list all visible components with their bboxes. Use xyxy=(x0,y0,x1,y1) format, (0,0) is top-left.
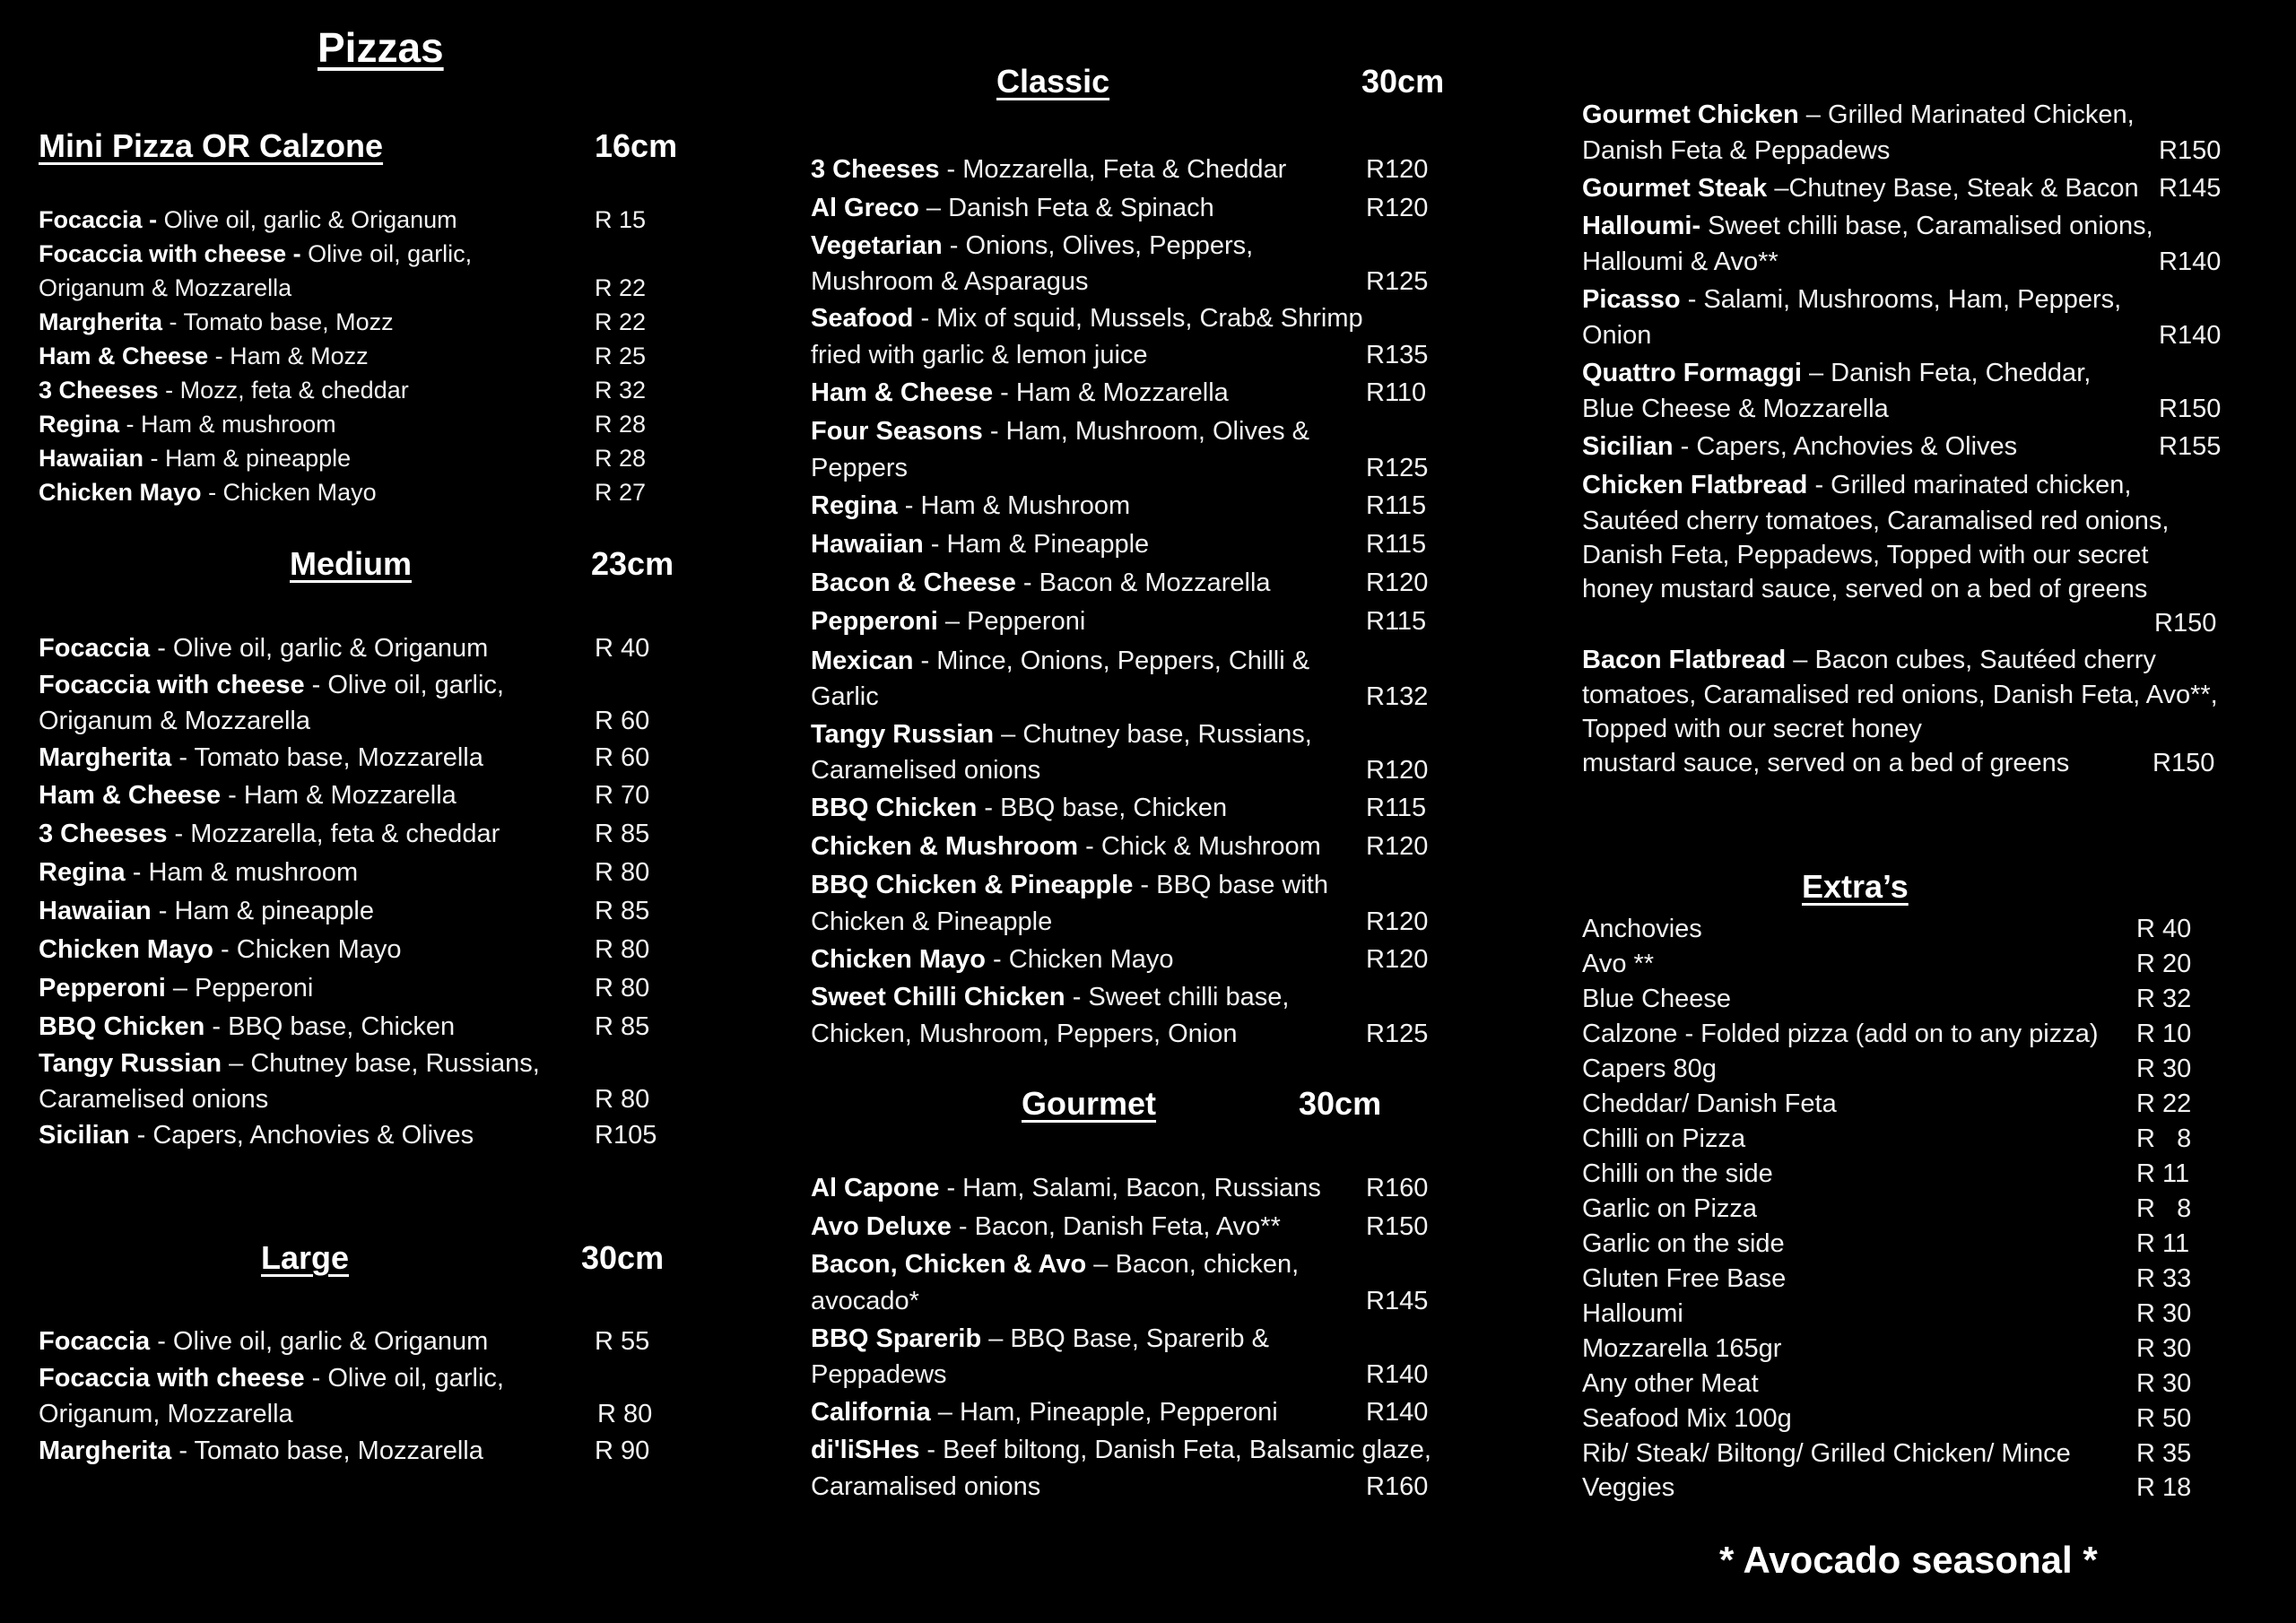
menu-item: BBQ Chicken & Pineapple - BBQ base with xyxy=(811,871,1328,899)
menu-item: BBQ Chicken - BBQ base, Chicken xyxy=(39,1012,456,1041)
menu-item-price: R 15 xyxy=(595,206,647,233)
extra-item-price: R 35 xyxy=(2136,1439,2192,1468)
extra-item-price: R 40 xyxy=(2136,915,2192,943)
menu-item-desc-cont: honey mustard sauce, served on a bed of greens xyxy=(1582,575,2148,603)
menu-item: Al Capone - Ham, Salami, Bacon, Russians xyxy=(811,1174,1321,1202)
extra-item-price: R 11 xyxy=(2136,1229,2190,1258)
menu-item-desc-cont: avocado* xyxy=(811,1287,919,1315)
extra-item: Chilli on the side xyxy=(1582,1159,1773,1188)
extra-item: Calzone - Folded pizza (add on to any pizza) xyxy=(1582,1020,2099,1048)
menu-item: California – Ham, Pineapple, Pepperoni xyxy=(811,1398,1278,1427)
menu-item-price: R 55 xyxy=(595,1327,650,1356)
menu-item: Al Greco – Danish Feta & Spinach xyxy=(811,194,1214,222)
extra-item: Garlic on Pizza xyxy=(1582,1194,1758,1223)
menu-item: Sicilian - Capers, Anchovies & Olives xyxy=(39,1121,474,1150)
menu-item-price: R120 xyxy=(1366,155,1429,184)
menu-item-price: R140 xyxy=(2159,321,2222,350)
menu-item-price: R 80 xyxy=(595,974,650,1002)
avocado-seasonal-note: * Avocado seasonal * xyxy=(1719,1539,2098,1581)
menu-item-desc-cont: Origanum & Mozzarella xyxy=(39,707,310,735)
menu-item: Chicken & Mushroom - Chick & Mushroom xyxy=(811,832,1321,861)
menu-item-price: R160 xyxy=(1366,1174,1429,1202)
menu-item-price: R150 xyxy=(2159,395,2222,423)
menu-item: Pepperoni – Pepperoni xyxy=(811,607,1086,636)
menu-item: Regina - Ham & Mushroom xyxy=(811,491,1131,520)
menu-item-price: R 80 xyxy=(595,1085,650,1114)
extra-item-price: R 11 xyxy=(2136,1159,2190,1188)
section-title-classic: Classic xyxy=(996,63,1110,100)
extra-item-price: R 33 xyxy=(2136,1264,2192,1293)
extra-item-price: R 30 xyxy=(2136,1299,2192,1328)
menu-item-price: R105 xyxy=(595,1121,657,1150)
section-size-gourmet: 30cm xyxy=(1299,1085,1382,1122)
page-title: Pizzas xyxy=(317,24,444,71)
menu-item: BBQ Sparerib – BBQ Base, Sparerib & xyxy=(811,1324,1269,1353)
menu-item-price: R 85 xyxy=(595,1012,650,1041)
menu-item-desc-cont: Peppadews xyxy=(811,1360,947,1389)
section-size-mini: 16cm xyxy=(595,127,678,164)
menu-item-price: R155 xyxy=(2159,432,2222,461)
extra-item-price: R 8 xyxy=(2136,1194,2192,1223)
menu-item: Bacon Flatbread – Bacon cubes, Sautéed cherry xyxy=(1582,646,2156,674)
menu-item-price: R145 xyxy=(2159,174,2222,203)
extra-item-price: R 8 xyxy=(2136,1124,2192,1153)
menu-item-desc-cont: Sautéed cherry tomatoes, Caramalised red onions, xyxy=(1582,507,2170,535)
menu-item: Avo Deluxe - Bacon, Danish Feta, Avo** xyxy=(811,1212,1281,1241)
menu-item: Chicken Mayo - Chicken Mayo xyxy=(39,479,377,506)
menu-item: Focaccia - Olive oil, garlic & Origanum xyxy=(39,206,457,233)
menu-item-price: R140 xyxy=(1366,1360,1429,1389)
menu-item-price: R145 xyxy=(1366,1287,1429,1315)
menu-item-price: R115 xyxy=(1366,794,1427,822)
menu-item: Hawaiian - Ham & Pineapple xyxy=(811,530,1150,559)
menu-item-price: R 70 xyxy=(595,781,650,810)
menu-item-price: R150 xyxy=(2154,609,2217,638)
menu-item-desc-cont: Chicken & Pineapple xyxy=(811,907,1053,936)
menu-item: BBQ Chicken - BBQ base, Chicken xyxy=(811,794,1228,822)
menu-item-desc-cont: tomatoes, Caramalised red onions, Danish Feta, Avo**, xyxy=(1582,681,2218,709)
menu-item: Focaccia with cheese - Olive oil, garlic, xyxy=(39,240,473,267)
menu-item-price: R 85 xyxy=(595,820,650,848)
menu-item: Chicken Mayo - Chicken Mayo xyxy=(811,945,1174,974)
menu-item-price: R 22 xyxy=(595,274,647,301)
menu-item-price: R 27 xyxy=(595,479,647,506)
menu-item-desc-cont: Halloumi & Avo** xyxy=(1582,247,1779,276)
menu-item: Hawaiian - Ham & pineapple xyxy=(39,445,352,472)
menu-item-price: R115 xyxy=(1366,530,1427,559)
menu-item-desc-cont: Topped with our secret honey xyxy=(1582,715,1922,743)
menu-item: Focaccia - Olive oil, garlic & Origanum xyxy=(39,1327,489,1356)
menu-item: Ham & Cheese - Ham & Mozzarella xyxy=(811,378,1229,407)
menu-item: Ham & Cheese - Ham & Mozzarella xyxy=(39,781,457,810)
menu-item-price: R 40 xyxy=(595,634,650,663)
section-title-mini: Mini Pizza OR Calzone xyxy=(39,127,384,164)
section-size-classic: 30cm xyxy=(1361,63,1445,100)
menu-item: Focaccia - Olive oil, garlic & Origanum xyxy=(39,634,489,663)
section-title-large: Large xyxy=(261,1239,350,1276)
menu-item-price: R 22 xyxy=(595,308,647,335)
menu-item: Sweet Chilli Chicken - Sweet chilli base, xyxy=(811,983,1290,1011)
menu-item: Gourmet Chicken – Grilled Marinated Chicken, xyxy=(1582,100,2135,129)
menu-item-price: R150 xyxy=(2159,136,2222,165)
section-title-gourmet: Gourmet xyxy=(1022,1085,1157,1122)
menu-item-price: R 80 xyxy=(595,935,650,964)
menu-item-price: R160 xyxy=(1366,1472,1429,1501)
menu-item: Margherita - Tomato base, Mozzarella xyxy=(39,743,483,772)
menu-item-price: R120 xyxy=(1366,194,1429,222)
menu-item-price: R 80 xyxy=(597,1400,653,1428)
menu-item: Mexican - Mince, Onions, Peppers, Chilli & xyxy=(811,647,1310,675)
menu-item-desc-cont: Garlic xyxy=(811,682,879,711)
menu-item-price: R125 xyxy=(1366,1020,1429,1048)
menu-item-price: R150 xyxy=(1366,1212,1429,1241)
menu-item-price: R125 xyxy=(1366,454,1429,482)
menu-item-price: R 60 xyxy=(595,743,650,772)
menu-item: Vegetarian - Onions, Olives, Peppers, xyxy=(811,231,1254,260)
menu-item-price: R135 xyxy=(1366,341,1429,369)
extra-item-price: R 10 xyxy=(2136,1020,2192,1048)
menu-item-price: R132 xyxy=(1366,682,1429,711)
menu-item-desc-cont: Chicken, Mushroom, Peppers, Onion xyxy=(811,1020,1238,1048)
menu-item-desc-cont: Danish Feta, Peppadews, Topped with our secret xyxy=(1582,541,2149,569)
menu-item: Hawaiian - Ham & pineapple xyxy=(39,897,374,925)
menu-item: Regina - Ham & mushroom xyxy=(39,858,359,887)
extra-item: Avo ** xyxy=(1582,950,1655,978)
menu-item-price: R 28 xyxy=(595,411,647,438)
menu-item: Margherita - Tomato base, Mozz xyxy=(39,308,394,335)
menu-item-desc-cont: Mushroom & Asparagus xyxy=(811,267,1089,296)
menu-item: Picasso - Salami, Mushrooms, Ham, Peppers, xyxy=(1582,285,2122,314)
menu-item: Quattro Formaggi – Danish Feta, Cheddar, xyxy=(1582,359,2092,387)
menu-item-price: R120 xyxy=(1366,832,1429,861)
menu-item-desc-cont: Caramelised onions xyxy=(39,1085,269,1114)
extra-item: Any other Meat xyxy=(1582,1369,1759,1398)
menu-item-desc-cont: Caramelised onions xyxy=(811,756,1041,785)
section-size-medium: 23cm xyxy=(591,545,674,582)
extra-item: Garlic on the side xyxy=(1582,1229,1785,1258)
menu-item-price: R 28 xyxy=(595,445,647,472)
menu-item-desc-cont: fried with garlic & lemon juice xyxy=(811,341,1148,369)
extra-item-price: R 30 xyxy=(2136,1334,2192,1363)
menu-item-price: R120 xyxy=(1366,907,1429,936)
menu-item: Margherita - Tomato base, Mozzarella xyxy=(39,1436,483,1465)
menu-item-price: R150 xyxy=(2152,749,2215,777)
menu-item-price: R115 xyxy=(1366,607,1427,636)
menu-item-price: R140 xyxy=(1366,1398,1429,1427)
menu-item-desc-cont: Danish Feta & Peppadews xyxy=(1582,136,1891,165)
menu-item: Focaccia with cheese - Olive oil, garlic, xyxy=(39,671,504,699)
menu-item-price: R 90 xyxy=(595,1436,650,1465)
menu-item-desc-cont: Blue Cheese & Mozzarella xyxy=(1582,395,1889,423)
extra-item-price: R 30 xyxy=(2136,1369,2192,1398)
menu-item: Regina - Ham & mushroom xyxy=(39,411,336,438)
menu-item: 3 Cheeses - Mozzarella, feta & cheddar xyxy=(39,820,500,848)
menu-item-price: R 80 xyxy=(595,858,650,887)
extra-item-price: R 50 xyxy=(2136,1404,2192,1433)
menu-item-price: R 25 xyxy=(595,343,647,369)
menu-item: Ham & Cheese - Ham & Mozz xyxy=(39,343,369,369)
extra-item-price: R 32 xyxy=(2136,985,2192,1013)
section-title-medium: Medium xyxy=(290,545,413,582)
extra-item-price: R 18 xyxy=(2136,1473,2192,1502)
extra-item: Blue Cheese xyxy=(1582,985,1732,1013)
menu-item-price: R120 xyxy=(1366,945,1429,974)
menu-item: Chicken Flatbread - Grilled marinated chicken, xyxy=(1582,471,2132,499)
section-title-extras: Extra’s xyxy=(1802,868,1909,905)
menu-item-price: R110 xyxy=(1366,378,1427,407)
extra-item: Chilli on Pizza xyxy=(1582,1124,1746,1153)
menu-item-price: R140 xyxy=(2159,247,2222,276)
extra-item: Capers 80g xyxy=(1582,1055,1717,1083)
extra-item-price: R 20 xyxy=(2136,950,2192,978)
extra-item: Anchovies xyxy=(1582,915,1702,943)
menu-item: Bacon & Cheese - Bacon & Mozzarella xyxy=(811,568,1271,597)
extra-item: Gluten Free Base xyxy=(1582,1264,1787,1293)
extra-item: Halloumi xyxy=(1582,1299,1683,1328)
menu-item-price: R120 xyxy=(1366,756,1429,785)
menu-item: Seafood - Mix of squid, Mussels, Crab& Shrimp xyxy=(811,304,1363,333)
extra-item: Seafood Mix 100g xyxy=(1582,1404,1792,1433)
menu-item: di'liSHes - Beef biltong, Danish Feta, Balsamic glaze, xyxy=(811,1436,1431,1464)
extra-item: Rib/ Steak/ Biltong/ Grilled Chicken/ Mince xyxy=(1582,1439,2071,1468)
menu-item-desc-cont: mustard sauce, served on a bed of greens xyxy=(1582,749,2070,777)
menu-item: Pepperoni – Pepperoni xyxy=(39,974,314,1002)
menu-item: Bacon, Chicken & Avo – Bacon, chicken, xyxy=(811,1250,1300,1279)
extra-item: Cheddar/ Danish Feta xyxy=(1582,1089,1837,1118)
menu-item-price: R 60 xyxy=(595,707,650,735)
extra-item-price: R 30 xyxy=(2136,1055,2192,1083)
menu-item: Sicilian - Capers, Anchovies & Olives xyxy=(1582,432,2018,461)
menu-item: Focaccia with cheese - Olive oil, garlic, xyxy=(39,1364,504,1393)
menu-item: Gourmet Steak –Chutney Base, Steak & Bacon xyxy=(1582,174,2139,203)
menu-item: 3 Cheeses - Mozz, feta & cheddar xyxy=(39,377,409,404)
extra-item: Veggies xyxy=(1582,1473,1675,1502)
menu-item-price: R115 xyxy=(1366,491,1427,520)
menu-item-desc-cont: Peppers xyxy=(811,454,909,482)
menu-item-price: R 32 xyxy=(595,377,647,404)
menu-item-price: R 85 xyxy=(595,897,650,925)
menu-item-price: R125 xyxy=(1366,267,1429,296)
menu-item: Halloumi- Sweet chilli base, Caramalised onions, xyxy=(1582,212,2153,240)
menu-item-desc-cont: Origanum, Mozzarella xyxy=(39,1400,293,1428)
menu-item: Tangy Russian – Chutney base, Russians, xyxy=(39,1049,540,1078)
menu-item-desc-cont: Origanum & Mozzarella xyxy=(39,274,292,301)
extra-item-price: R 22 xyxy=(2136,1089,2192,1118)
menu-item-desc-cont: Onion xyxy=(1582,321,1652,350)
menu-item-price: R120 xyxy=(1366,568,1429,597)
menu-item: Chicken Mayo - Chicken Mayo xyxy=(39,935,402,964)
extra-item: Mozzarella 165gr xyxy=(1582,1334,1782,1363)
menu-item-desc-cont: Caramalised onions xyxy=(811,1472,1041,1501)
menu-item: Four Seasons - Ham, Mushroom, Olives & xyxy=(811,417,1309,446)
menu-item: Tangy Russian – Chutney base, Russians, xyxy=(811,720,1312,749)
section-size-large: 30cm xyxy=(581,1239,665,1276)
menu-item: 3 Cheeses - Mozzarella, Feta & Cheddar xyxy=(811,155,1287,184)
